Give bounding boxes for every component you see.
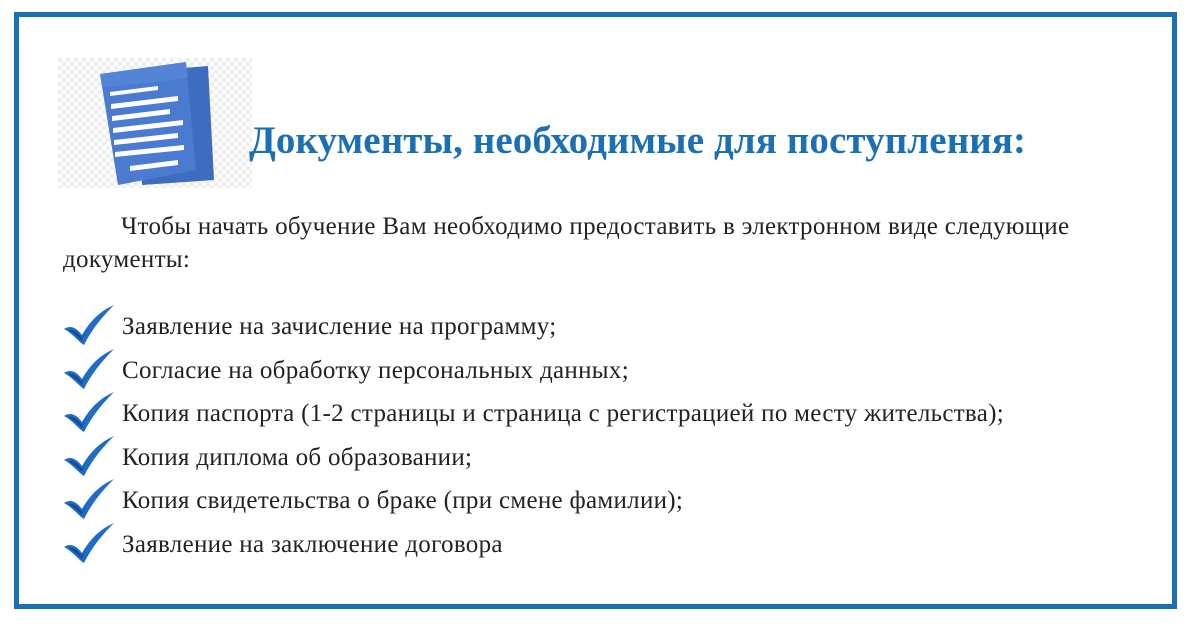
checkmark-icon <box>62 436 116 478</box>
document-label: Заявление на заключение договора <box>122 530 503 558</box>
document-label: Согласие на обработку персональных данных; <box>122 356 629 384</box>
list-item <box>60 392 1004 436</box>
document-label: Заявление на зачисление на программу; <box>122 313 557 340</box>
intro-text: Чтобы начать обучение Вам необходимо предоставить в электронном виде следующие документы: <box>63 213 1070 273</box>
list-item <box>60 523 1004 567</box>
documents-list <box>60 305 1004 566</box>
list-item <box>60 305 1004 349</box>
checkmark-icon <box>62 479 116 521</box>
document-label: Копия свидетельства о браке (при смене фамилии); <box>122 487 684 514</box>
list-item <box>60 349 1004 393</box>
checkmark-icon <box>62 392 116 434</box>
page-title: Документы, необходимые для поступления: <box>249 119 1027 162</box>
list-item <box>60 436 1004 480</box>
checkmark-icon <box>62 523 116 565</box>
document-label: Копия паспорта (1-2 страницы и страница с регистрацией по месту жительства); <box>122 400 1004 427</box>
checkmark-icon <box>62 305 116 347</box>
list-item <box>60 479 1004 523</box>
document-label: Копия диплома об образовании; <box>122 443 473 471</box>
document-icon <box>58 58 252 188</box>
checkmark-icon <box>62 349 116 391</box>
